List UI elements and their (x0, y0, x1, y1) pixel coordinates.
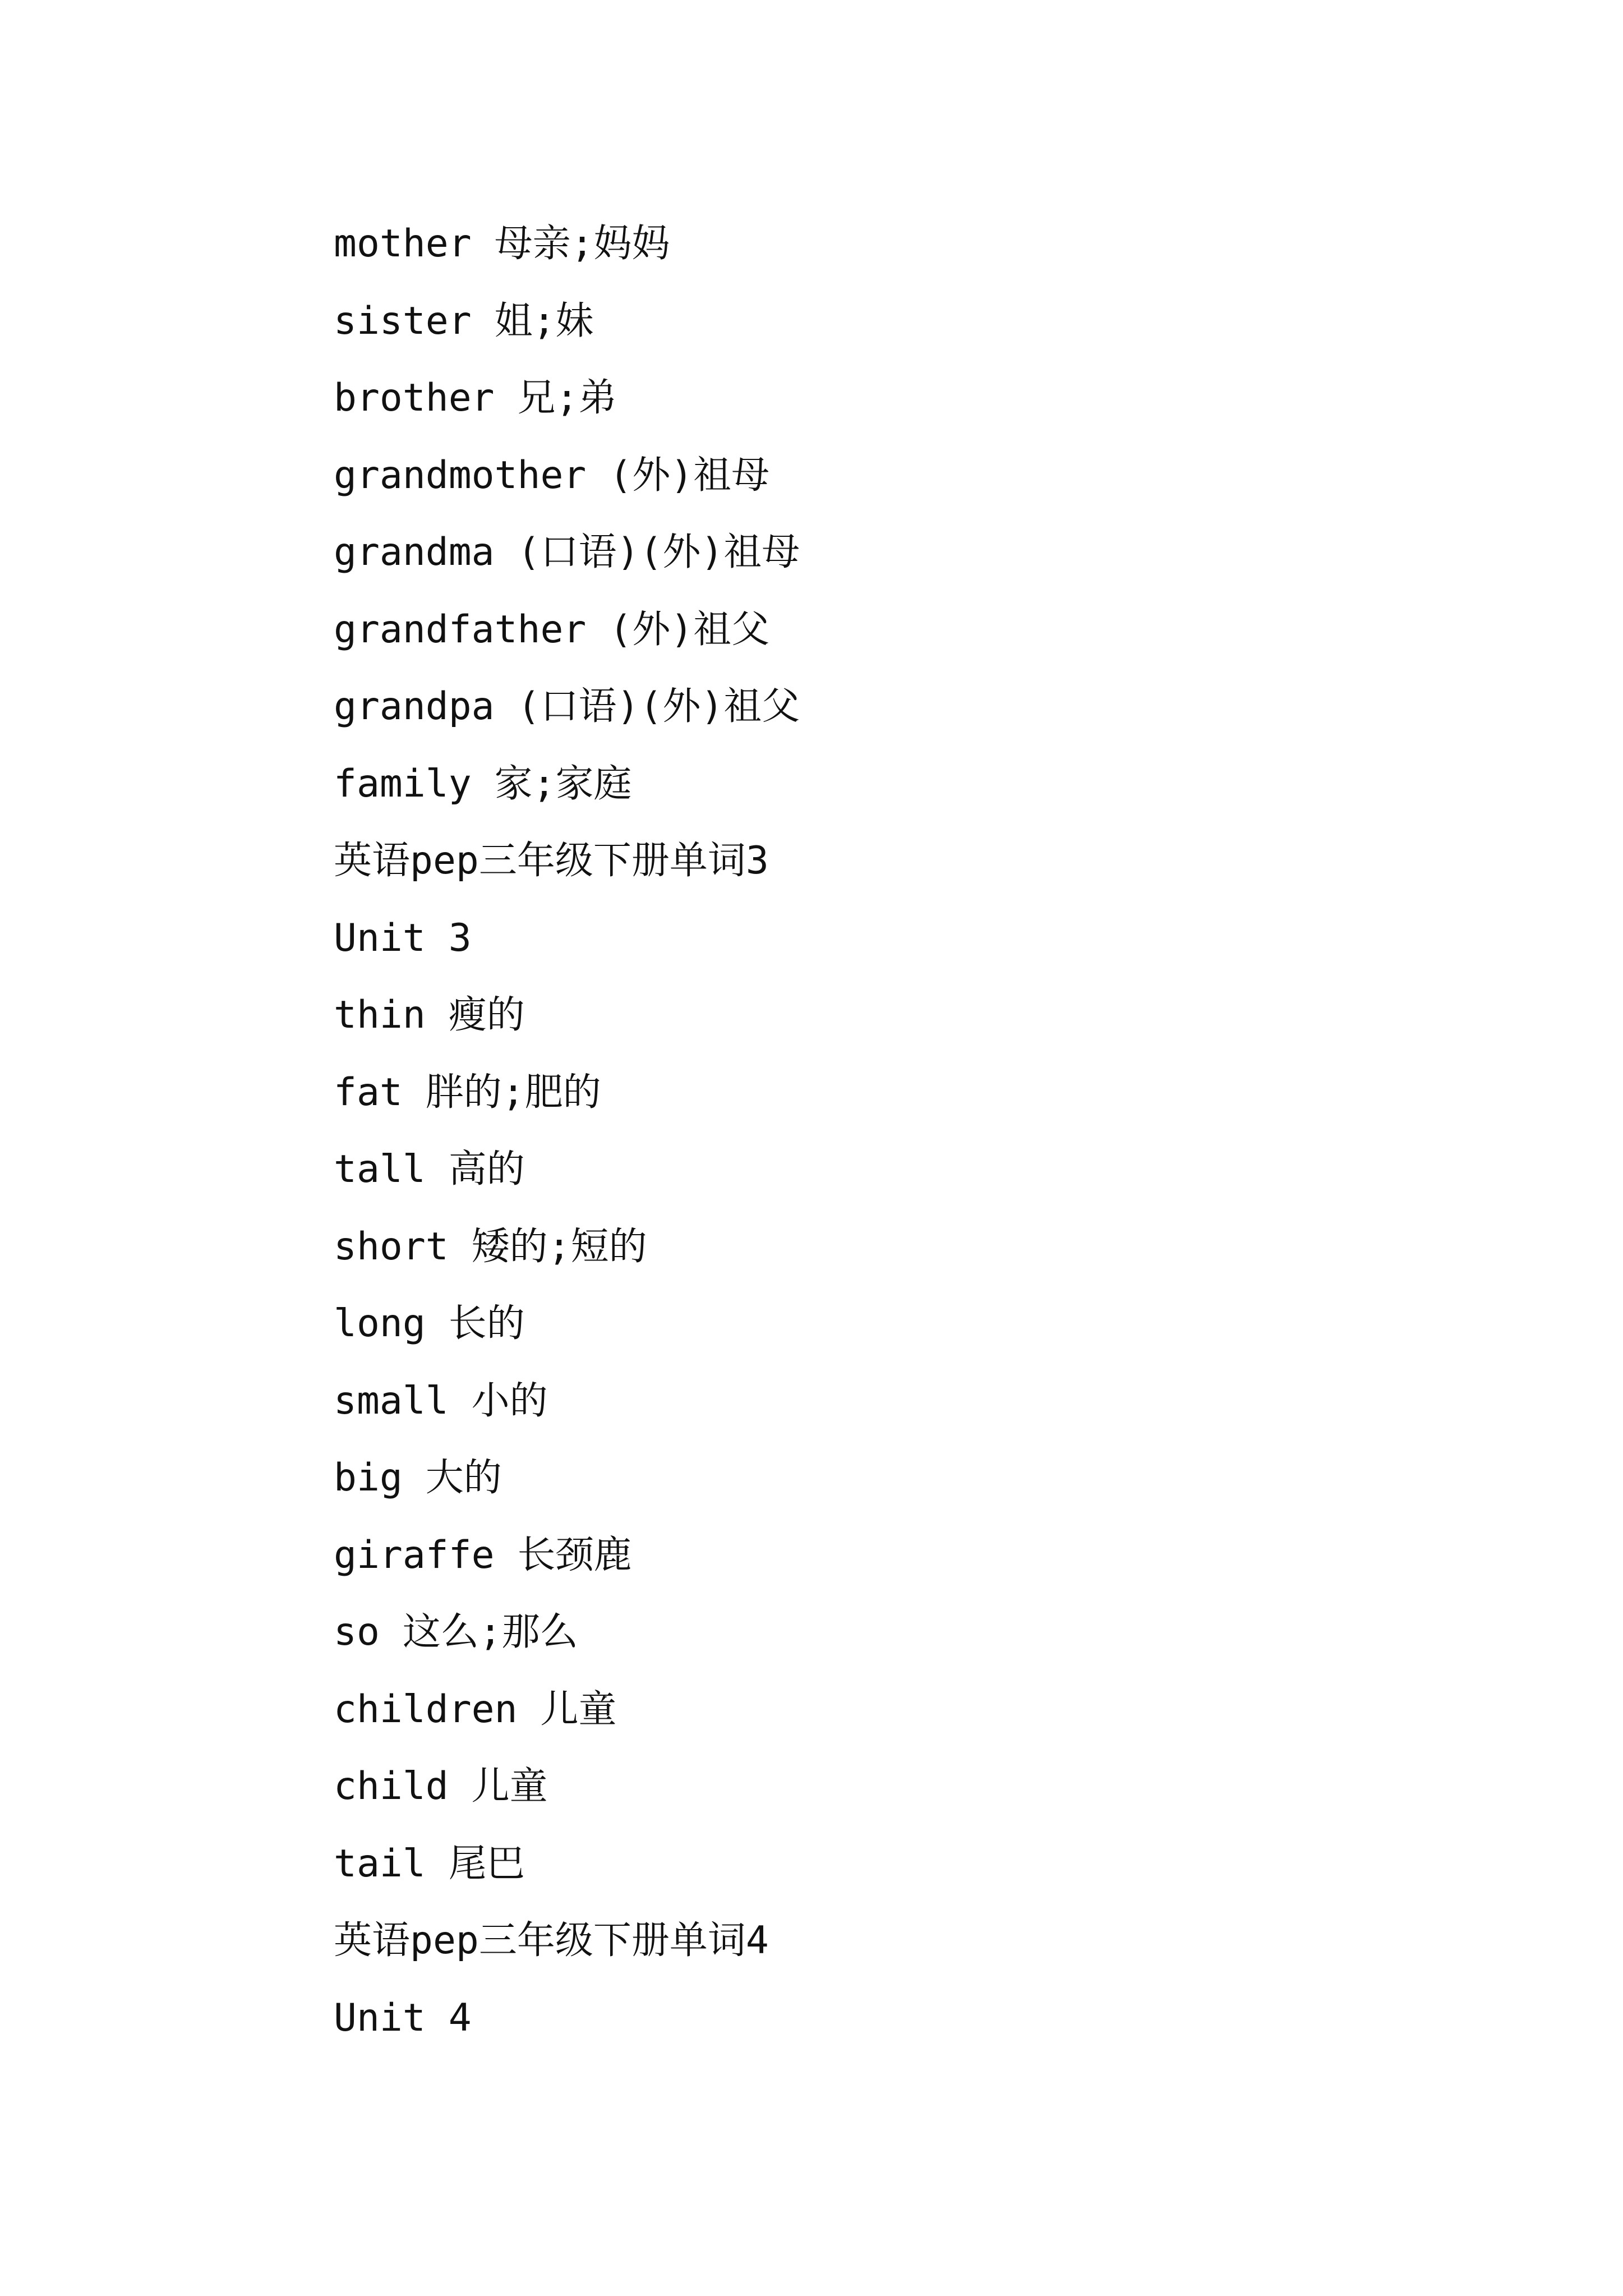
vocab-line: small 小的 (334, 1378, 548, 1423)
vocab-line: grandmother (外)祖母 (334, 453, 770, 498)
vocab-line: family 家;家庭 (334, 761, 632, 806)
vocab-line: thin 瘦的 (334, 993, 525, 1037)
unit-title: Unit 3 (334, 915, 472, 960)
vocab-line: child 儿童 (334, 1764, 548, 1809)
vocab-line: giraffe 长颈鹿 (334, 1533, 632, 1577)
vocab-line: grandpa (口语)(外)祖父 (334, 684, 800, 729)
vocabulary-list (334, 213, 800, 2064)
vocab-line: short 矮的;短的 (334, 1224, 647, 1269)
vocab-line: children 儿童 (334, 1687, 617, 1732)
vocab-line: grandma (口语)(外)祖母 (334, 530, 800, 574)
vocab-line: long 长的 (334, 1301, 525, 1346)
unit-title: Unit 4 (334, 1995, 472, 2040)
vocab-line: fat 胖的;肥的 (334, 1070, 601, 1115)
vocab-line: tall 高的 (334, 1147, 525, 1191)
vocab-line: grandfather (外)祖父 (334, 607, 770, 652)
vocab-line: tail 尾巴 (334, 1841, 525, 1886)
vocab-line: so 这么;那么 (334, 1610, 578, 1654)
section-heading: 英语pep三年级下册单词3 (334, 839, 769, 883)
vocab-line: brother 兄;弟 (334, 376, 617, 420)
vocab-line: mother 母亲;妈妈 (334, 222, 670, 266)
section-heading: 英语pep三年级下册单词4 (334, 1918, 769, 1963)
vocab-line: sister 姐;妹 (334, 298, 594, 343)
vocab-line: big 大的 (334, 1456, 502, 1500)
